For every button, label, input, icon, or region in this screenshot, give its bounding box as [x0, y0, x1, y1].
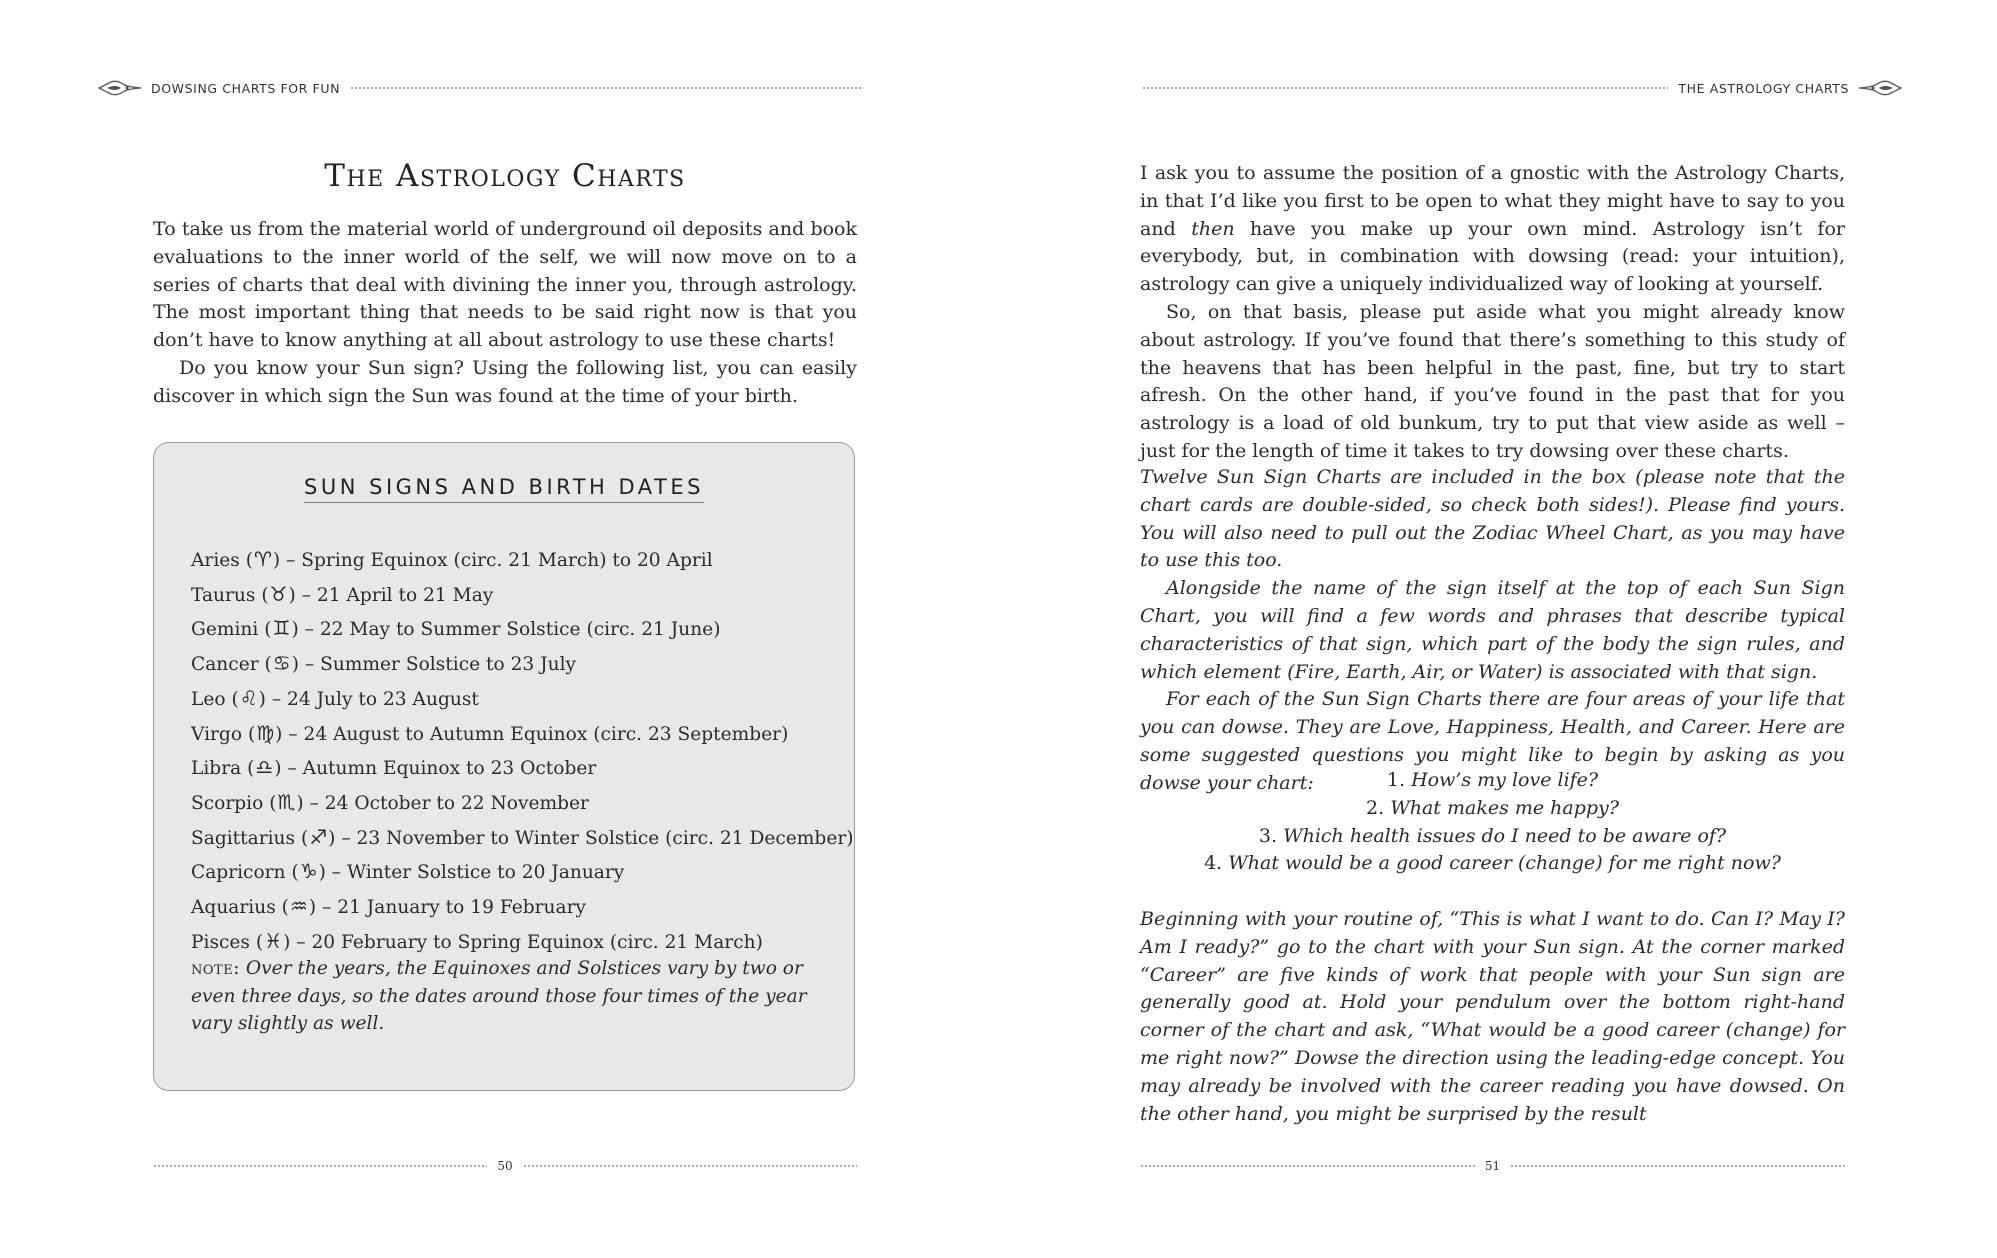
- right-italic-text: [1140, 464, 1845, 798]
- sign-name: Pisces: [191, 931, 250, 953]
- capricorn-icon: ♑: [299, 859, 318, 884]
- question-item: [1140, 767, 1845, 795]
- closing-paragraph: Beginning with your routine of, “This is what I want to do. Can I? May I? Am I ready?” go to the chart with your Sun sign. At the corner marked “Career” are five kinds of work that people with your Sun sign are generally good at. Hold your pendulum over the bottom right-hand corner of the chart and ask, “What would be a good career (change) for me right now?” Dowse the direction using the leading-edge concept. You may already be involved with the career reading you have dowsed. On the other hand, you might be surprised by the result: [1140, 908, 1845, 1125]
- sign-dates: Spring Equinox (circ. 21 March) to 20 April: [301, 550, 713, 571]
- sign-name: Scorpio: [191, 792, 264, 814]
- sign-dates: 21 April to 21 May: [316, 584, 494, 606]
- sun-signs-sidebar: [153, 442, 855, 1091]
- aries-icon: ♈: [253, 547, 272, 571]
- sign-dates: Winter Solstice to 20 January: [347, 862, 625, 884]
- italic-paragraph: Twelve Sun Sign Charts are included in the box (please note that the chart cards are double-sided, so check both sides!). Please find yours. You will also need to pull out the Zodiac Wheel Chart, as you may have to use this too.: [1140, 466, 1845, 572]
- sign-dates: 24 October to 22 November: [324, 792, 589, 814]
- sign-dates: Summer Solstice to 23 July: [320, 654, 577, 676]
- sign-dates: 21 January to 19 February: [337, 897, 586, 919]
- sidebar-title: [154, 475, 854, 503]
- aquarius-icon: ♒: [289, 894, 308, 919]
- sign-item: Virgo (♍) – 24 August to Autumn Equinox (circ. 23 September): [191, 717, 831, 752]
- question-text: What makes me happy?: [1390, 796, 1619, 819]
- chapter-title: The Astrology Charts: [324, 158, 686, 194]
- sign-dates: 20 February to Spring Equinox (circ. 21 March): [311, 931, 763, 953]
- sign-item: Pisces (♓) – 20 February to Spring Equinox (circ. 21 March): [191, 925, 831, 960]
- right-footer-rule: [1510, 1164, 1845, 1168]
- libra-icon: ♎: [255, 755, 274, 780]
- question-item: [1140, 850, 1845, 878]
- question-number: 2.: [1366, 796, 1385, 819]
- right-closing-text: [1140, 906, 1845, 1125]
- scorpio-icon: ♏: [277, 789, 296, 814]
- right-running-header: [1142, 78, 1903, 98]
- ornament-right-icon: [1857, 78, 1903, 98]
- left-footer-rule: [523, 1164, 857, 1168]
- question-item: [1140, 823, 1845, 851]
- italic-paragraph: For each of the Sun Sign Charts there are four areas of your life that you can dowse. They are Love, Happiness, Health, and Career. Here are some suggested questions you might like to begin by asking as you dowse your chart:: [1140, 688, 1845, 794]
- left-page-footer: [153, 1156, 857, 1176]
- sign-name: Aquarius: [191, 897, 276, 919]
- sign-name: Capricorn: [191, 862, 286, 884]
- pisces-icon: ♓: [264, 928, 283, 953]
- sign-item: Gemini (♊) – 22 May to Summer Solstice (circ. 21 June): [191, 612, 831, 647]
- right-page-number: 51: [1484, 1159, 1501, 1173]
- question-text: Which health issues do I need to be aware of?: [1283, 824, 1727, 847]
- left-page: [0, 0, 998, 1258]
- sign-item: Cancer (♋) – Summer Solstice to 23 July: [191, 647, 831, 682]
- sign-dates: 23 November to Winter Solstice (circ. 21 December): [356, 827, 854, 849]
- sign-name: Taurus: [191, 584, 256, 606]
- sign-item: Aries (♈) – Spring Equinox (circ. 21 March) to 20 April: [191, 543, 831, 578]
- right-page-footer: [1140, 1156, 1845, 1176]
- question-number: 4.: [1204, 852, 1223, 875]
- note-text: Over the years, the Equinoxes and Solstices vary by two or even three days, so the dates around those four times of the year vary slightly as well.: [191, 958, 807, 1034]
- sign-name: Cancer: [191, 654, 259, 676]
- taurus-icon: ♉: [269, 581, 288, 606]
- emphasis-text: then: [1191, 217, 1235, 240]
- question-number: 1.: [1386, 769, 1406, 791]
- italic-paragraph: Alongside the name of the sign itself at the top of each Sun Sign Chart, you will find a few words and phrases that describe typical characteristics of that sign, which part of the body the sign rules, and which element (Fire, Earth, Air, or Water) is associated with that sign.: [1140, 577, 1845, 683]
- sun-sign-list: [191, 543, 854, 959]
- leo-icon: ♌: [239, 685, 258, 710]
- left-page-number: 50: [497, 1159, 513, 1173]
- sidebar-title-text: SUN SIGNS AND BIRTH DATES: [304, 475, 704, 503]
- sign-dates: Autumn Equinox to 23 October: [302, 758, 597, 780]
- paragraph-text: I ask you to assume the position of a gnostic with the Astrology Charts, in that I’d like you first to be open to what they might have to say to you and: [1140, 162, 1845, 240]
- gnostic-paragraph: [1140, 160, 1845, 299]
- sign-item: Libra (♎) – Autumn Equinox to 23 October: [191, 751, 831, 786]
- question-item: [1140, 795, 1845, 823]
- sign-item: Sagittarius (♐) – 23 November to Winter Solstice (circ. 21 December): [191, 821, 831, 856]
- afresh-paragraph: So, on that basis, please put aside what you might already know about astrology. If you’ve found that there’s something to this study of the heavens that has been helpful in the past, fine, but try to start afresh. On the other hand, if you’ve found in the past that for you astrology is a load of old bunkum, try to put that view aside as well – just for the length of time it takes to try dowsing over these charts.: [1140, 300, 1845, 462]
- sign-dates: 22 May to Summer Solstice (circ. 21 June): [319, 619, 721, 641]
- left-footer-rule: [153, 1164, 487, 1168]
- sign-name: Virgo: [191, 723, 243, 745]
- sign-item: Scorpio (♏) – 24 October to 22 November: [191, 786, 831, 821]
- sign-name: Libra: [191, 758, 242, 780]
- sign-item: Aquarius (♒) – 21 January to 19 February: [191, 890, 831, 925]
- virgo-icon: ♍: [256, 720, 275, 745]
- paragraph-text: have you make up your own mind. Astrology isn’t for everybody, but, in combination with dowsing (read: your intuition), astrology can give a uniquely individualized way of looking at yourself.: [1140, 217, 1845, 296]
- question-list: [1140, 767, 1845, 878]
- question-text: How’s my love life?: [1411, 769, 1599, 791]
- cancer-icon: ♋: [272, 651, 291, 676]
- left-intro-text: [153, 216, 857, 411]
- intro-paragraph: To take us from the material world of underground oil deposits and book evaluations to the inner world of the self, we will now move on to a series of charts that deal with divining the inner you, through astrology. The most important thing that needs to be said right now is that you don’t have to know anything at all about astrology to use these charts!: [153, 218, 857, 352]
- sign-name: Leo: [191, 688, 226, 710]
- left-running-header: [97, 78, 862, 98]
- gemini-icon: ♊: [272, 616, 291, 641]
- left-header-rule: [350, 86, 862, 90]
- sidebar-note: [191, 955, 811, 1038]
- question-text: What would be a good career (change) for me right now?: [1228, 852, 1781, 875]
- ornament-left-icon: [97, 78, 143, 98]
- right-header-rule: [1142, 86, 1668, 90]
- sign-item: Taurus (♉) – 21 April to 21 May: [191, 578, 831, 613]
- sign-item: Capricorn (♑) – Winter Solstice to 20 January: [191, 855, 831, 890]
- sign-dates: 24 August to Autumn Equinox (circ. 23 September): [303, 723, 789, 745]
- left-header-label: DOWSING CHARTS FOR FUN: [151, 80, 341, 96]
- sign-name: Gemini: [191, 619, 259, 641]
- note-label: note:: [191, 958, 240, 979]
- sign-dates: 24 July to 23 August: [287, 688, 479, 710]
- sign-name: Sagittarius: [191, 827, 296, 849]
- right-header-label: THE ASTROLOGY CHARTS: [1678, 80, 1849, 96]
- right-footer-rule: [1140, 1164, 1475, 1168]
- sagittarius-icon: ♐: [309, 824, 328, 849]
- question-number: 3.: [1258, 824, 1278, 847]
- right-upper-text: [1140, 160, 1845, 466]
- intro-paragraph: Do you know your Sun sign? Using the following list, you can easily discover in which sign the Sun was found at the time of your birth.: [153, 356, 857, 407]
- sign-item: Leo (♌) – 24 July to 23 August: [191, 682, 831, 717]
- right-page: [998, 0, 1997, 1258]
- sign-name: Aries: [191, 550, 240, 571]
